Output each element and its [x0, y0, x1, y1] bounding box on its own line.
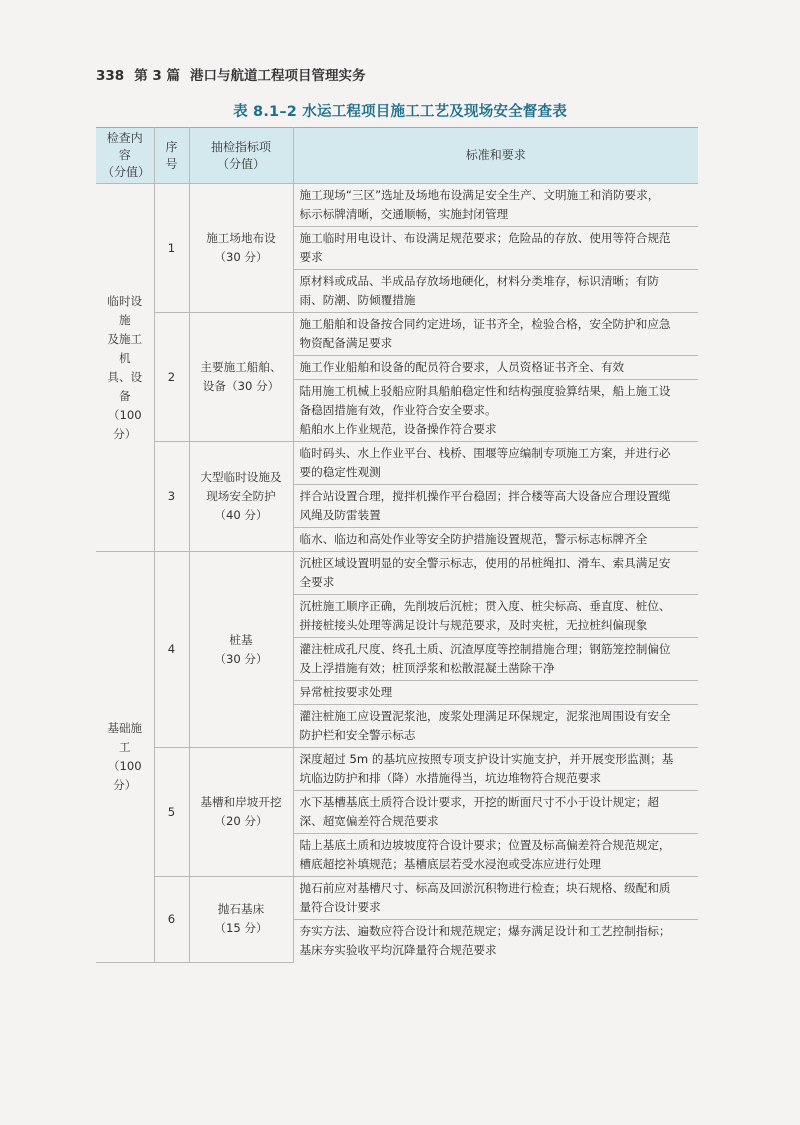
text-line: 深度超过 5m 的基坑应按照专项支护设计实施支护，并开展变形监测；基 [299, 752, 674, 766]
text-line: （30 分） [214, 250, 268, 264]
text-line: 施工场地布设 [206, 231, 276, 245]
text-line: 坑临边防护和排（降）水措施得当，坑边堆物符合规范要求 [299, 771, 601, 785]
text-line: 拼接桩接头处理等满足设计与规范要求，及时夹桩，无拉桩纠偏现象 [299, 618, 648, 632]
header-category [96, 128, 154, 184]
text-line: 要求 [299, 250, 323, 264]
header-indicator [189, 128, 293, 184]
category-cell [96, 552, 154, 963]
standard-cell [293, 595, 698, 638]
standard-cell [293, 920, 698, 963]
seq-cell: 2 [154, 313, 189, 442]
text-line: 及上浮措施有效；桩顶浮浆和松散混凝土凿除干净 [299, 661, 555, 675]
text-line: 临时设施 [107, 293, 143, 327]
text-line: 量符合设计要求 [299, 900, 381, 914]
text-line: 临时码头、水上作业平台、栈桥、围堰等应编制专项施工方案，并进行必 [299, 446, 671, 460]
indicator-cell [189, 184, 293, 313]
standard-cell [293, 380, 698, 442]
text-line: 基槽和岸坡开挖 [200, 795, 282, 809]
standard-cell [293, 356, 698, 380]
text-line: 灌注桩施工应设置泥浆池，废浆处理满足环保规定，泥浆池周围设有安全 [299, 709, 671, 723]
table-row [96, 877, 698, 920]
table-row [96, 748, 698, 791]
text-line: 大型临时设施及 [200, 470, 282, 484]
category-cell [96, 184, 154, 552]
text-line: 拌合站设置合理，搅拌机操作平台稳固；拌合楼等高大设备应合理设置缆 [299, 489, 671, 503]
text-line: 原材料或成品、半成品存放场地硬化，材料分类堆存，标识清晰；有防 [299, 274, 659, 288]
standard-cell [293, 528, 698, 552]
seq-cell: 5 [154, 748, 189, 877]
text-line: 现场安全防护 [206, 489, 276, 503]
text-line: 雨、防潮、防倾覆措施 [299, 293, 416, 307]
indicator-cell [189, 313, 293, 442]
indicator-cell [189, 442, 293, 552]
text-line: 沉桩施工顺序正确，先削坡后沉桩；贯入度、桩尖标高、垂直度、桩位、 [299, 599, 671, 613]
chapter-title: 港口与航道工程项目管理实务 [189, 68, 366, 84]
seq-cell: 6 [154, 877, 189, 963]
standard-cell [293, 184, 698, 227]
text-line: 施工船舶和设备按合同约定进场，证书齐全，检验合格，安全防护和应急 [299, 317, 671, 331]
standard-cell [293, 834, 698, 877]
text-line: 设备（30 分） [202, 379, 280, 393]
table-header-row [96, 128, 698, 184]
text-line: 备稳固措施有效，作业符合安全要求。 [299, 403, 497, 417]
text-line: 抛石前应对基槽尺寸、标高及回淤沉积物进行检查；块石规格、级配和质 [299, 881, 671, 895]
page-header [96, 64, 365, 84]
header-category-line2: （分值） [102, 165, 151, 179]
standard-cell [293, 313, 698, 356]
standard-cell [293, 791, 698, 834]
table-row [96, 442, 698, 485]
safety-inspection-table [96, 127, 698, 963]
standard-cell [293, 485, 698, 528]
text-line: 水下基槽基底土质符合设计要求，开挖的断面尺寸不小于设计规定；超 [299, 795, 659, 809]
text-line: 具、设备 [107, 369, 143, 403]
text-line: 施工现场“三区”选址及场地布设满足安全生产、文明施工和消防要求， [299, 188, 660, 202]
text-line: 陆用施工机械上驳船应附具船舶稳定性和结构强度验算结果，船上施工设 [299, 384, 671, 398]
text-line: 防护栏和安全警示标志 [299, 728, 416, 742]
part-label: 第 3 篇 [134, 68, 180, 84]
text-line: 施工作业船舶和设备的配员符合要求，人员资格证书齐全、有效 [299, 360, 625, 374]
text-line: 要的稳定性观测 [299, 465, 381, 479]
table-row [96, 184, 698, 227]
header-seq: 序号 [154, 128, 189, 184]
seq-cell: 3 [154, 442, 189, 552]
text-line: （40 分） [214, 508, 268, 522]
text-line: 施工临时用电设计、布设满足规范要求；危险品的存放、使用等符合规范 [299, 231, 671, 245]
standard-cell [293, 227, 698, 270]
standard-cell [293, 705, 698, 748]
text-line: 全要求 [299, 575, 335, 589]
standard-cell [293, 552, 698, 595]
text-line: 标示标牌清晰，交通顺畅，实施封闭管理 [299, 207, 509, 221]
page-number: 338 [96, 68, 125, 84]
text-line: 物资配备满足要求 [299, 336, 393, 350]
table-title: 表 8.1–2 水运工程项目施工工艺及现场安全督查表 [233, 104, 567, 120]
text-line: 及施工机 [107, 331, 143, 365]
text-line: （100 分） [107, 407, 142, 441]
standard-cell [293, 270, 698, 313]
standard-cell [293, 442, 698, 485]
text-line: 灌注桩成孔尺度、终孔土质、沉渣厚度等控制措施合理；钢筋笼控制偏位 [299, 642, 671, 656]
text-line: 临水、临边和高处作业等安全防护措施设置规范，警示标志标牌齐全 [299, 532, 648, 546]
header-category-line1: 检查内容 [106, 131, 143, 162]
text-line: 基础施工 [107, 720, 143, 754]
text-line: 桩基 [229, 632, 253, 647]
seq-cell: 4 [154, 552, 189, 748]
header-indicator-line1: 抽检指标项 [210, 139, 271, 154]
text-line: 异常桩按要求处理 [299, 685, 393, 699]
text-line: 船舶水上作业规范，设备操作符合要求 [299, 422, 497, 436]
table-row [96, 313, 698, 356]
seq-cell: 1 [154, 184, 189, 313]
standard-cell [293, 748, 698, 791]
text-line: （15 分） [214, 921, 268, 936]
header-standard: 标准和要求 [293, 128, 698, 184]
text-line: （30 分） [214, 651, 268, 666]
standard-cell [293, 877, 698, 920]
text-line: 风绳及防雷装置 [299, 508, 381, 522]
text-line: 主要施工船舶、 [200, 360, 282, 374]
indicator-cell [189, 552, 293, 748]
header-indicator-line2: （分值） [216, 156, 265, 171]
text-line: 抛石基床 [217, 902, 265, 917]
standard-cell [293, 638, 698, 681]
table-row [96, 552, 698, 595]
indicator-cell [189, 877, 293, 963]
text-line: 沉桩区域设置明显的安全警示标志，使用的吊桩绳扣、滑车、索具满足安 [299, 556, 671, 570]
text-line: 基床夯实验收平均沉降量符合规范要求 [299, 943, 497, 957]
standard-cell [293, 681, 698, 705]
text-line: （20 分） [214, 814, 268, 828]
text-line: 夯实方法、遍数应符合设计和规范规定；爆夯满足设计和工艺控制指标； [299, 924, 671, 938]
indicator-cell [189, 748, 293, 877]
text-line: 陆上基底土质和边坡坡度符合设计要求；位置及标高偏差符合规范规定， [299, 838, 671, 852]
text-line: 槽底超挖补填规范；基槽底层若受水浸泡或受冻应进行处理 [299, 857, 601, 871]
text-line: （100 分） [107, 758, 142, 792]
text-line: 深、超宽偏差符合规范要求 [299, 814, 439, 828]
